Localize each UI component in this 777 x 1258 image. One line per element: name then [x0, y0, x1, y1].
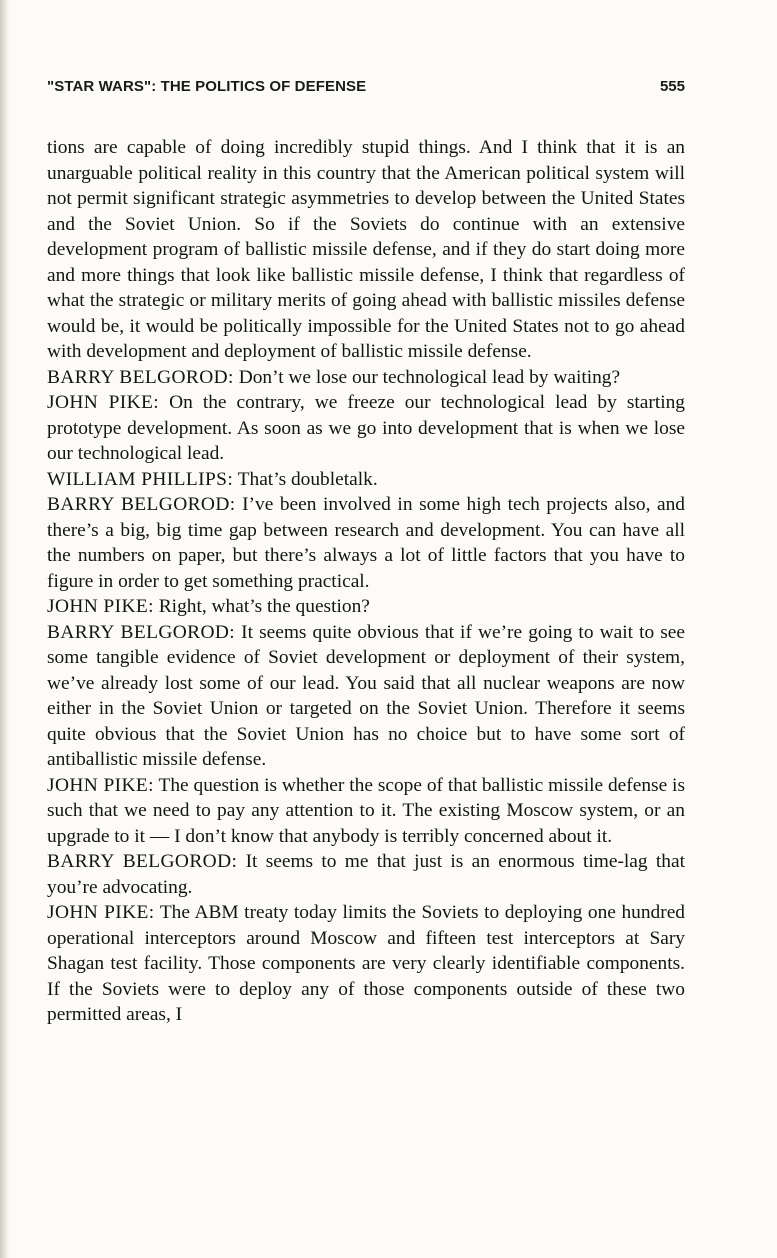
- speaker-name: BARRY BELGOROD:: [47, 366, 234, 388]
- speaker-name: JOHN PIKE:: [47, 392, 160, 413]
- paragraph-text: Right, what’s the question?: [158, 596, 370, 617]
- speaker-name: BARRY BELGOROD:: [47, 851, 238, 872]
- speaker-name: BARRY BELGOROD:: [47, 494, 236, 515]
- running-head: "STAR WARS": THE POLITICS OF DEFENSE: [47, 78, 367, 95]
- speaker-name: BARRY BELGOROD:: [47, 621, 236, 643]
- paragraph-text: It seems quite obvious that if we’re going to wait to see some tangible evidence of Soviet development or deployment of their system, we’ve already lost some of our lead. You said that all nuclear weapons are now either in the Soviet Union or targeted on the Soviet Union. Therefore it seems quite obvious that the Soviet Union has no choice but to have some sort of antiballistic missile defense.: [47, 621, 685, 770]
- paragraph-text: Don’t we lose our technological lead by waiting?: [238, 366, 621, 388]
- paragraph-text: The question is whether the scope of that ballistic missile defense is such that we need to pay any attention to it. The existing Moscow system, or an upgrade to it — I don’t know that anybody is terribly concerned about it.: [47, 774, 685, 847]
- speaker-name: JOHN PIKE:: [47, 774, 154, 796]
- dialogue-paragraph: [47, 620, 685, 773]
- paragraph-text: That’s doubletalk.: [237, 468, 378, 490]
- speaker-name: JOHN PIKE:: [47, 596, 154, 617]
- dialogue-paragraph: [47, 773, 685, 850]
- paragraph-continuation: [47, 135, 685, 365]
- paragraph-text: I’ve been involved in some high tech projects also, and there’s a big, big time gap between research and development. You can have all the numbers on paper, but there’s always a lot of little factors that you have to figure in order to get something practical.: [47, 494, 685, 592]
- dialogue-paragraph: [47, 467, 685, 493]
- body-text: [47, 135, 685, 1028]
- dialogue-paragraph: [47, 390, 685, 467]
- paragraph-text: tions are capable of doing incredibly stupid things. And I think that it is an unarguable political reality in this country that the American political system will not permit significant strategic asymmetries to develop between the United States and the Soviet Union. So if the Soviets do continue with an extensive development program of ballistic missile defense, and if they do start doing more and more things that look like ballistic missile defense, I think that regardless of what the strategic or military merits of going ahead with ballistic missiles defense would be, it would be politically impossible for the United States not to go ahead with development and deployment of ballistic missile defense.: [47, 137, 685, 362]
- dialogue-paragraph: [47, 594, 685, 620]
- speaker-name: JOHN PIKE:: [47, 902, 155, 923]
- dialogue-paragraph: [47, 900, 685, 1028]
- paragraph-text: The ABM treaty today limits the Soviets to deploying one hundred operational interceptors around Moscow and fifteen test interceptors at Sary Shagan test facility. Those components are very clearly identifiable components. If the Soviets were to deploy any of those components outside of these two permitted areas, I: [47, 902, 686, 1025]
- dialogue-paragraph: [47, 492, 685, 594]
- paragraph-text: It seems to me that just is an enormous time-lag that you’re advocating.: [47, 851, 685, 898]
- page-spine-shadow: [0, 0, 10, 1258]
- dialogue-paragraph: [47, 849, 685, 900]
- dialogue-paragraph: [47, 365, 685, 391]
- page-header: [47, 78, 685, 100]
- speaker-name: WILLIAM PHILLIPS:: [47, 468, 234, 490]
- page-number: 555: [659, 78, 685, 95]
- paragraph-text: On the contrary, we freeze our technological lead by starting prototype development. As soon as we go into development that is when we lose our technological lead.: [47, 392, 685, 464]
